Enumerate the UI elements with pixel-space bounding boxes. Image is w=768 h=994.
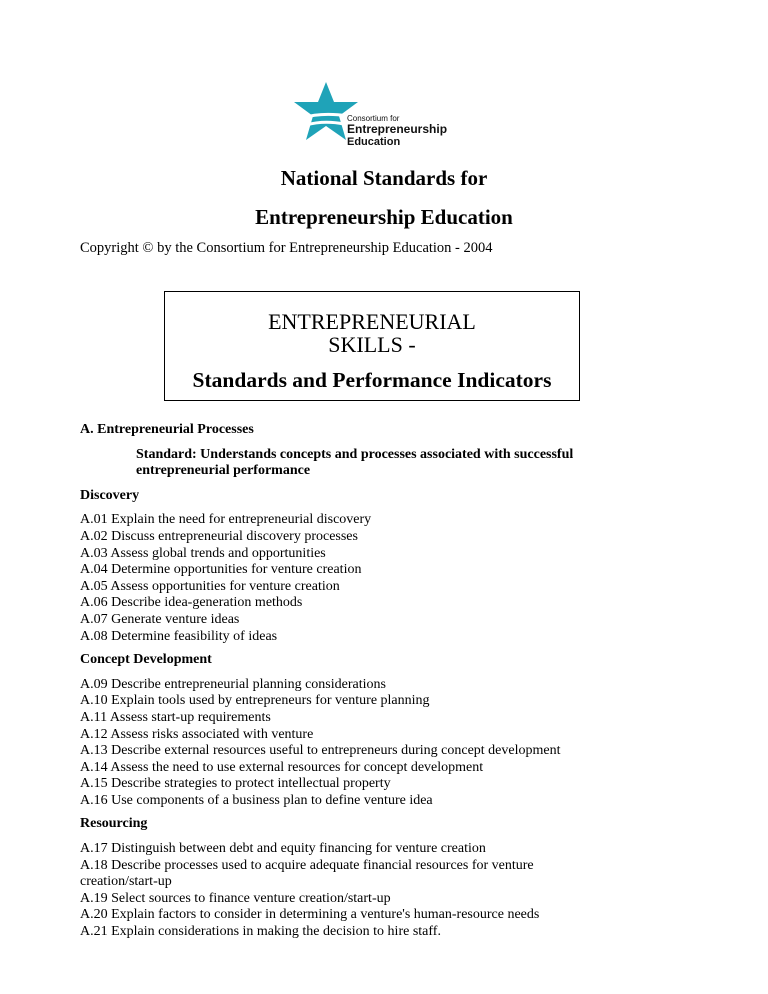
list-item: A.17 Distinguish between debt and equity financing for venture creation — [80, 841, 486, 857]
standard-line-2: entrepreneurial performance — [136, 463, 311, 479]
resourcing-list — [80, 841, 700, 941]
logo-line-1: Consortium for — [347, 114, 400, 123]
logo-line-3: Education — [347, 136, 401, 148]
list-item: A.15 Describe strategies to protect intellectual property — [80, 776, 391, 792]
list-item: A.07 Generate venture ideas — [80, 611, 240, 627]
resourcing-heading: Resourcing — [80, 816, 148, 832]
page-title-line-1: National Standards for — [280, 166, 488, 190]
list-item: A.13 Describe external resources useful to entrepreneurs during concept development — [80, 743, 561, 759]
box-title-line-2: SKILLS - — [328, 332, 416, 357]
list-item: A.03 Assess global trends and opportunities — [80, 545, 326, 561]
box-subtitle: Standards and Performance Indicators — [192, 368, 552, 392]
concept-development-list — [80, 677, 700, 810]
logo-text — [347, 114, 447, 148]
list-item: A.04 Determine opportunities for venture creation — [80, 562, 362, 578]
list-item: A.11 Assess start-up requirements — [80, 709, 271, 725]
list-item: A.20 Explain factors to consider in determining a venture's human-resource needs — [80, 907, 540, 923]
box-title-line-1: ENTREPRENEURIAL — [268, 309, 476, 334]
list-item: A.12 Assess risks associated with venture — [80, 726, 314, 742]
section-heading: A. Entrepreneurial Processes — [80, 422, 254, 437]
section-title-box — [164, 291, 580, 401]
list-item: A.16 Use components of a business plan to define venture idea — [80, 792, 433, 808]
list-item: A.18 Describe processes used to acquire adequate financial resources for venture — [80, 857, 534, 873]
list-item: A.08 Determine feasibility of ideas — [80, 628, 278, 644]
page-title-line-2: Entrepreneurship Education — [255, 205, 513, 229]
list-item: A.10 Explain tools used by entrepreneurs for venture planning — [80, 693, 430, 709]
discovery-heading: Discovery — [80, 487, 140, 503]
logo-line-2: Entrepreneurship — [347, 122, 448, 136]
list-item: A.05 Assess opportunities for venture creation — [80, 578, 340, 594]
consortium-logo — [292, 78, 472, 158]
standard-statement — [136, 447, 700, 480]
list-item: A.19 Select sources to finance venture creation/start-up — [80, 890, 391, 906]
list-item: A.01 Explain the need for entrepreneurial discovery — [80, 512, 372, 528]
list-item: A.21 Explain considerations in making the decision to hire staff. — [80, 924, 441, 940]
list-item: A.09 Describe entrepreneurial planning considerations — [80, 676, 386, 692]
concept-development-heading: Concept Development — [80, 652, 212, 668]
standards-content — [80, 422, 700, 948]
list-item: A.02 Discuss entrepreneurial discovery processes — [80, 528, 358, 544]
discovery-list — [80, 512, 700, 645]
standard-line-1: Standard: Understands concepts and processes associated with successful — [136, 446, 574, 462]
copyright-notice: Copyright © by the Consortium for Entrepreneurship Education - 2004 — [80, 240, 493, 256]
list-item: A.14 Assess the need to use external resources for concept development — [80, 759, 484, 775]
list-item: A.06 Describe idea-generation methods — [80, 595, 303, 611]
list-item: creation/start-up — [80, 874, 172, 890]
